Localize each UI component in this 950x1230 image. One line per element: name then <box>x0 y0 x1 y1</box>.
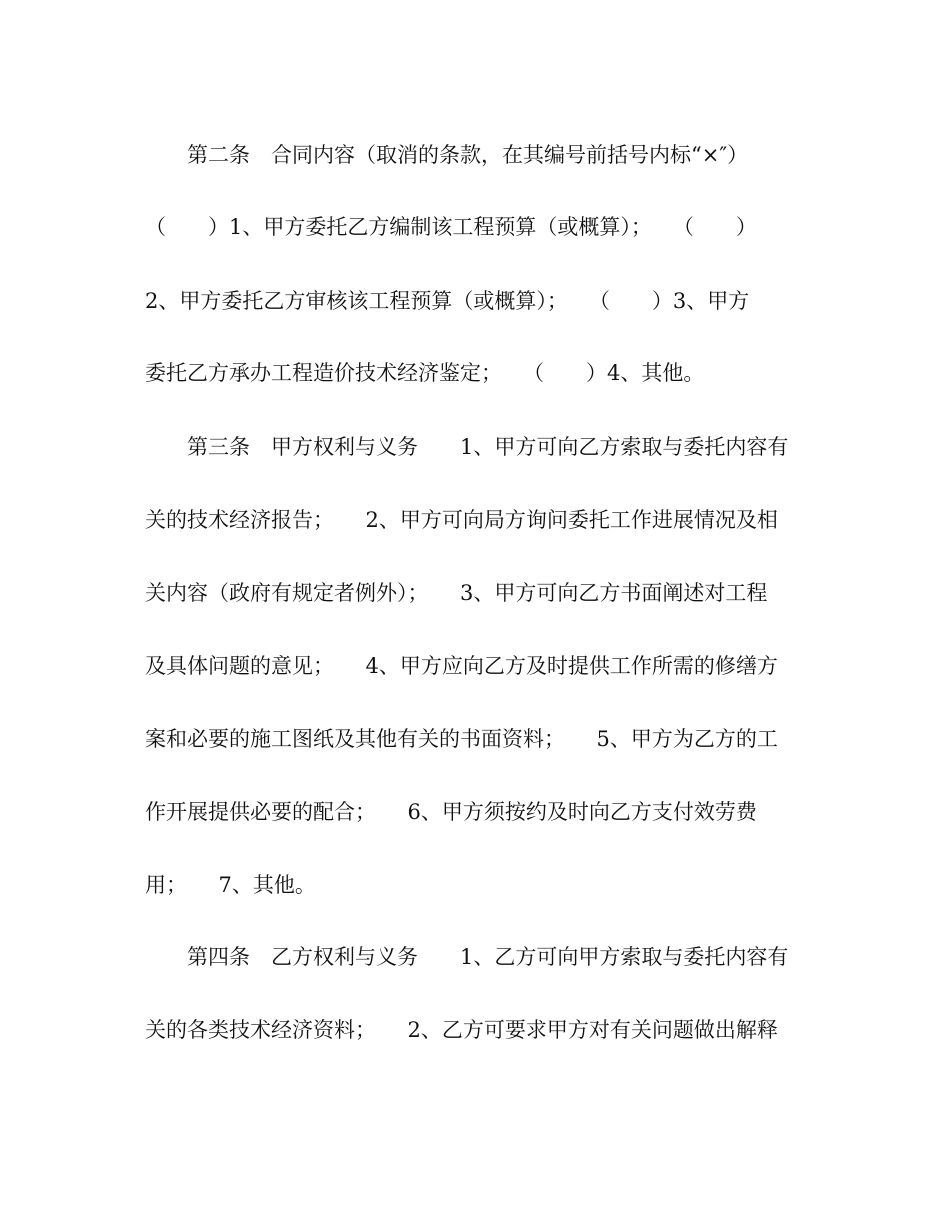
text-line: 关内容（政府有规定者例外）； 3、甲方可向乙方书面阐述对工程 <box>145 581 768 605</box>
article-4-heading-line: 第四条 乙方权利与义务 1、乙方可向甲方索取与委托内容有 <box>187 945 789 969</box>
article-2-heading-line: 第二条 合同内容（取消的条款，在其编号前括号内标“×″） <box>187 143 749 167</box>
text-line: 用； 7、其他。 <box>145 873 316 897</box>
text-line: 关的技术经济报告； 2、甲方可向局方询问委托工作进展情况及相 <box>145 508 778 532</box>
text-line: 2、甲方委托乙方审核该工程预算（或概算）； （ ）3、甲方 <box>145 289 750 313</box>
text-line: 关的各类技术经济资料； 2、乙方可要求甲方对有关问题做出解释 <box>145 1018 778 1042</box>
text-line: 委托乙方承办工程造价技术经济鉴定； （ ）4、其他。 <box>145 361 705 385</box>
article-3-heading-line: 第三条 甲方权利与义务 1、甲方可向乙方索取与委托内容有 <box>187 435 789 459</box>
text-line: 及具体问题的意见； 4、甲方应向乙方及时提供工作所需的修缮方 <box>145 654 778 678</box>
text-line: 作开展提供必要的配合； 6、甲方须按约及时向乙方支付效劳费 <box>145 800 757 824</box>
text-line: 案和必要的施工图纸及其他有关的书面资料； 5、甲方为乙方的工 <box>145 727 778 751</box>
text-line: （ ）1、甲方委托乙方编制该工程预算（或概算）； （ ） <box>145 215 757 239</box>
